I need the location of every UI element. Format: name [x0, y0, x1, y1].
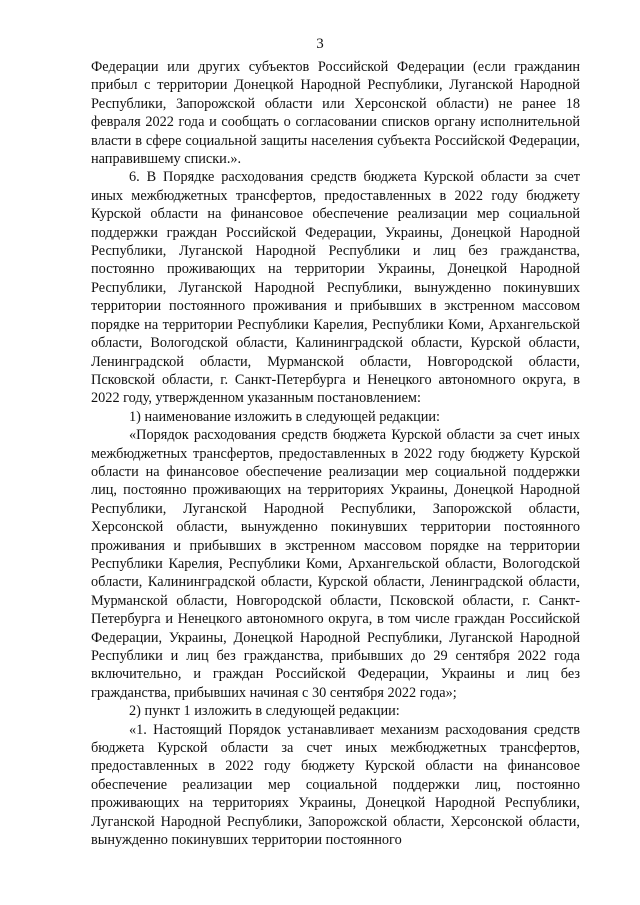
paragraph-new-title: «Порядок расходования средств бюджета Курской области за счет иных межбюджетных трансфертов, предоставленных в 2022 году бюджету Курской области на финансовое обеспечение реализации мер социальной поддержки лиц, постоянно проживающих на территориях Украины, Донецкой Народной Республики, Луганской Народной Республики, Запорожской области, Херсонской области, вынужденно покинувших территории постоянного проживания и прибывших в экстренном массовом порядке на территории Республики Карелия, Республики Коми, Архангельской области, Вологодской области, Калининградской области, Курской области, Ленинградской области, Мурманской области, Новгородской области, Псковской области, г. Санкт-Петербурга и Ненецкого автономного округа, в том числе граждан Российской Федерации, Украины, Донецкой Народной Республики, Луганской Народной Республики и лиц без гражданства, прибывших до 29 сентября 2022 года включительно, и граждан Российской Федерации, Украины и лиц без гражданства, прибывших начиная с 30 сентября 2022 года»;	[91, 427, 580, 701]
paragraph-subitem-2: 2) пункт 1 изложить в следующей редакции:	[129, 703, 400, 720]
page-number: 3	[316, 36, 324, 52]
paragraph-subitem-1: 1) наименование изложить в следующей редакции:	[129, 408, 440, 425]
paragraph-continuation: Федерации или других субъектов Российской Федерации (если гражданин прибыл с территории Донецкой Народной Республики, Луганской Народной Республики, Запорожской области или Херсонской области) не ранее 18 февраля 2022 года и сообщать о согласовании списков органу исполнительной власти в сфере социальной защиты населения субъекта Российской Федерации, направившему списки.».	[91, 59, 580, 168]
document-body	[91, 58, 580, 849]
paragraph-point-1: «1. Настоящий Порядок устанавливает механизм расходования средств бюджета Курской области за счет иных межбюджетных трансфертов, предоставленных в 2022 году бюджету Курской области на финансовое обеспечение реализации мер социальной поддержки лиц, постоянно проживающих на территориях Украины, Донецкой Народной Республики, Луганской Народной Республики, Запорожской области, Херсонской области, вынужденно покинувших территории постоянного	[91, 721, 580, 849]
paragraph-item-6: 6. В Порядке расходования средств бюджета Курской области за счет иных межбюджетных трансфертов, предоставленных в 2022 году бюджету Курской области на финансовое обеспечение реализации мер социальной поддержки граждан Российской Федерации, Украины, Донецкой Народной Республики, Луганской Народной Республики и лиц без гражданства, постоянно проживающих на территории Украины, Донецкой Народной Республики, Луганской Народной Республики, вынужденно покинувших территории постоянного проживания и прибывших в экстренном массовом порядке на территории Республики Карелия, Республики Коми, Архангельской области, Вологодской области, Калининградской области, Курской области, Ленинградской области, Мурманской области, Новгородской области, Псковской области, г. Санкт-Петербурга и Ненецкого автономного округа, в 2022 году, утвержденном указанным постановлением:	[91, 169, 580, 407]
